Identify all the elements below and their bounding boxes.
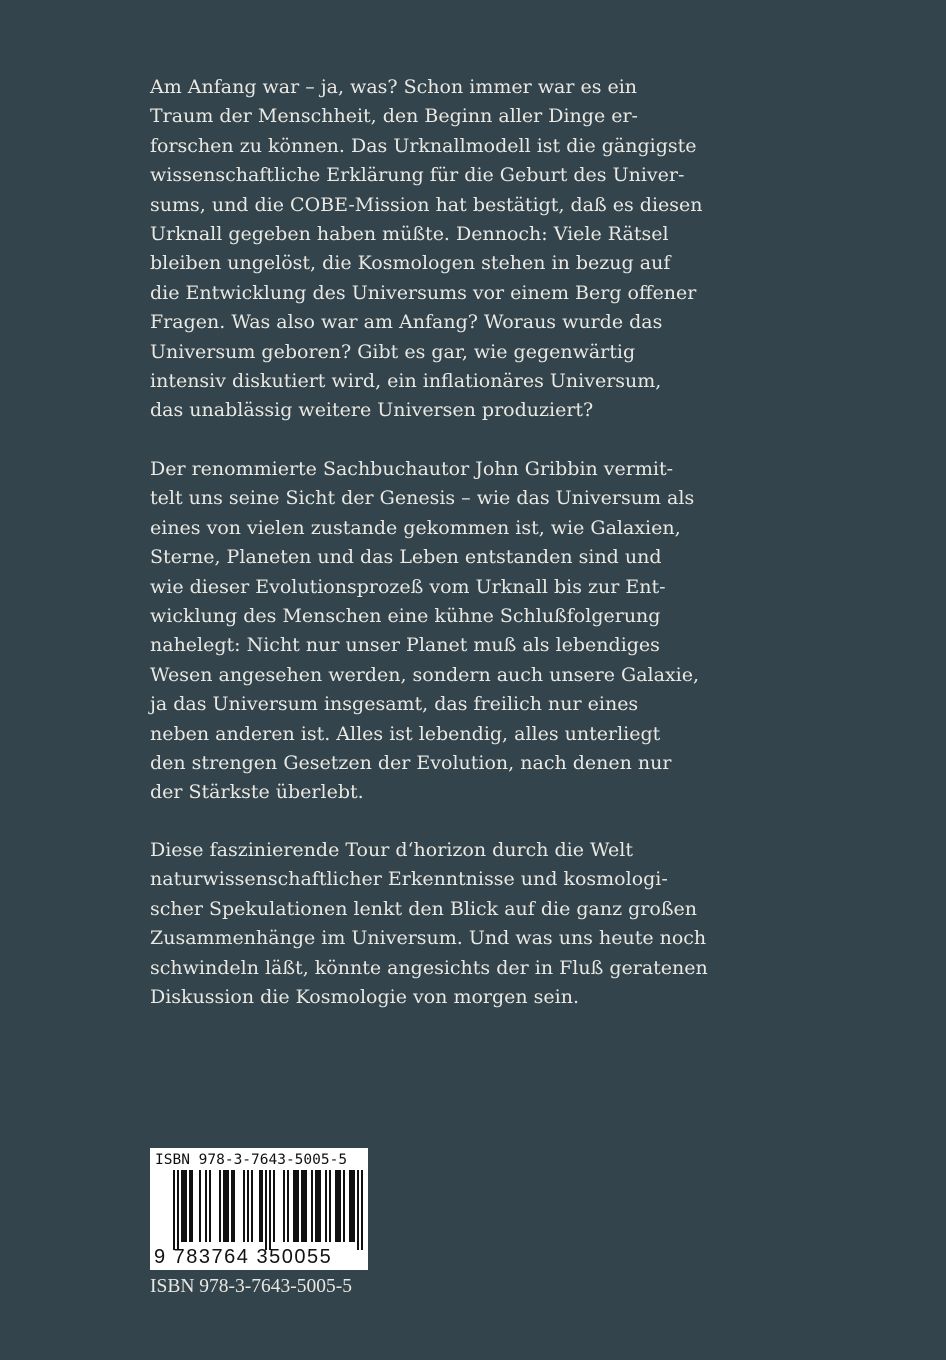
barcode-bar (209, 1170, 211, 1242)
text-line: Diese faszinierende Tour d‘horizon durch die Welt (150, 839, 633, 861)
text-line: schwindeln läßt, könnte angesichts der in Fluß geratenen (150, 956, 708, 979)
text-line: Traum der Menschheit, den Beginn aller Dinge er- (150, 105, 638, 128)
isbn-text: ISBN 978-3-7643-5005-5 (150, 1276, 353, 1297)
barcode-bar (311, 1170, 313, 1242)
barcode-bar (199, 1170, 201, 1242)
barcode-bar (329, 1170, 331, 1242)
barcode-bar (205, 1170, 207, 1242)
text-line: Fragen. Was also war am Anfang? Woraus wurde das (150, 311, 663, 334)
text-line: eines von vielen zustande gekommen ist, wie Galaxien, (150, 516, 681, 539)
barcode-bar (189, 1170, 193, 1242)
blurb-paragraph-2 (150, 455, 710, 808)
barcode-bar (361, 1170, 363, 1250)
barcode-bar (287, 1170, 289, 1242)
text-line: Diskussion die Kosmologie von morgen sein. (150, 986, 580, 1009)
text-line: intensiv diskutiert wird, ein inflationäres Universum, (150, 370, 662, 393)
text-line: das unablässig weitere Universen produziert? (150, 399, 594, 422)
text-line: Zusammenhänge im Universum. Und was uns heute noch (150, 927, 707, 950)
text-line: Urknall gegeben haben müßte. Dennoch: Viele Rätsel (150, 223, 669, 246)
text-line: die Entwicklung des Universums vor einem Berg offener (150, 281, 697, 304)
text-line: den strengen Gesetzen der Evolution, nach denen nur (150, 752, 672, 775)
barcode-bar (243, 1170, 245, 1242)
barcode-bar (219, 1170, 221, 1242)
isbn-barcode (150, 1148, 368, 1270)
text-line: forschen zu können. Das Urknallmodell ist die gängigste (150, 134, 697, 157)
barcode-bar (301, 1170, 307, 1242)
barcode-bar (349, 1170, 355, 1242)
text-line: wissenschaftliche Erklärung für die Geburt des Univer- (150, 164, 685, 187)
blurb-paragraph-1 (150, 73, 710, 426)
barcode-bar (269, 1170, 271, 1250)
text-line: Der renommierte Sachbuchautor John Gribbin vermit- (150, 458, 674, 480)
barcode-bar (343, 1170, 345, 1242)
barcode-bar (259, 1170, 263, 1242)
text-line: Universum geboren? Gibt es gar, wie gegenwärtig (150, 340, 636, 363)
barcode-bar (231, 1170, 235, 1242)
text-line: bleiben ungelöst, die Kosmologen stehen in bezug auf (150, 252, 671, 275)
barcode-bars (173, 1170, 363, 1250)
barcode-bar (265, 1170, 267, 1250)
text-line: naturwissenschaftlicher Erkenntnisse und kosmologi- (150, 868, 668, 891)
barcode-isbn-label: ISBN 978-3-7643-5005-5 (155, 1152, 348, 1168)
text-line: sums, und die COBE-Mission hat bestätigt, daß es diesen (150, 193, 703, 216)
text-line: scher Spekulationen lenkt den Blick auf die ganz großen (150, 897, 698, 920)
barcode-bar (325, 1170, 327, 1242)
barcode-bar (273, 1170, 275, 1242)
text-line: Wesen angesehen werden, sondern auch unsere Galaxie, (150, 663, 700, 686)
text-line: Sterne, Planeten und das Leben entstanden sind und (150, 546, 662, 569)
text-line: Am Anfang war – ja, was? Schon immer war es ein (150, 76, 638, 98)
blurb-paragraph-3 (150, 836, 710, 1012)
barcode-bar (293, 1170, 299, 1242)
text-line: nahelegt: Nicht nur unser Planet muß als lebendiges (150, 634, 660, 657)
barcode-bar (335, 1170, 341, 1242)
barcode-bar (223, 1170, 229, 1242)
text-line: ja das Universum insgesamt, das freilich nur eines (150, 693, 639, 716)
text-line: der Stärkste überlebt. (150, 781, 364, 804)
barcode-bar (181, 1170, 187, 1242)
text-line: telt uns seine Sicht der Genesis – wie das Universum als (150, 487, 695, 510)
text-line: wie dieser Evolutionsprozeß vom Urknall bis zur Ent- (150, 575, 666, 598)
barcode-bar (315, 1170, 321, 1242)
barcode-bar (173, 1170, 175, 1250)
barcode-bar (283, 1170, 285, 1242)
barcode-digits: 9 783764 350055 (154, 1246, 333, 1268)
barcode-bar (357, 1170, 359, 1250)
barcode-bar (247, 1170, 249, 1242)
barcode-bar (177, 1170, 179, 1250)
barcode-bar (251, 1170, 253, 1242)
text-line: neben anderen ist. Alles ist lebendig, alles unterliegt (150, 722, 661, 745)
text-line: wicklung des Menschen eine kühne Schlußfolgerung (150, 605, 661, 628)
